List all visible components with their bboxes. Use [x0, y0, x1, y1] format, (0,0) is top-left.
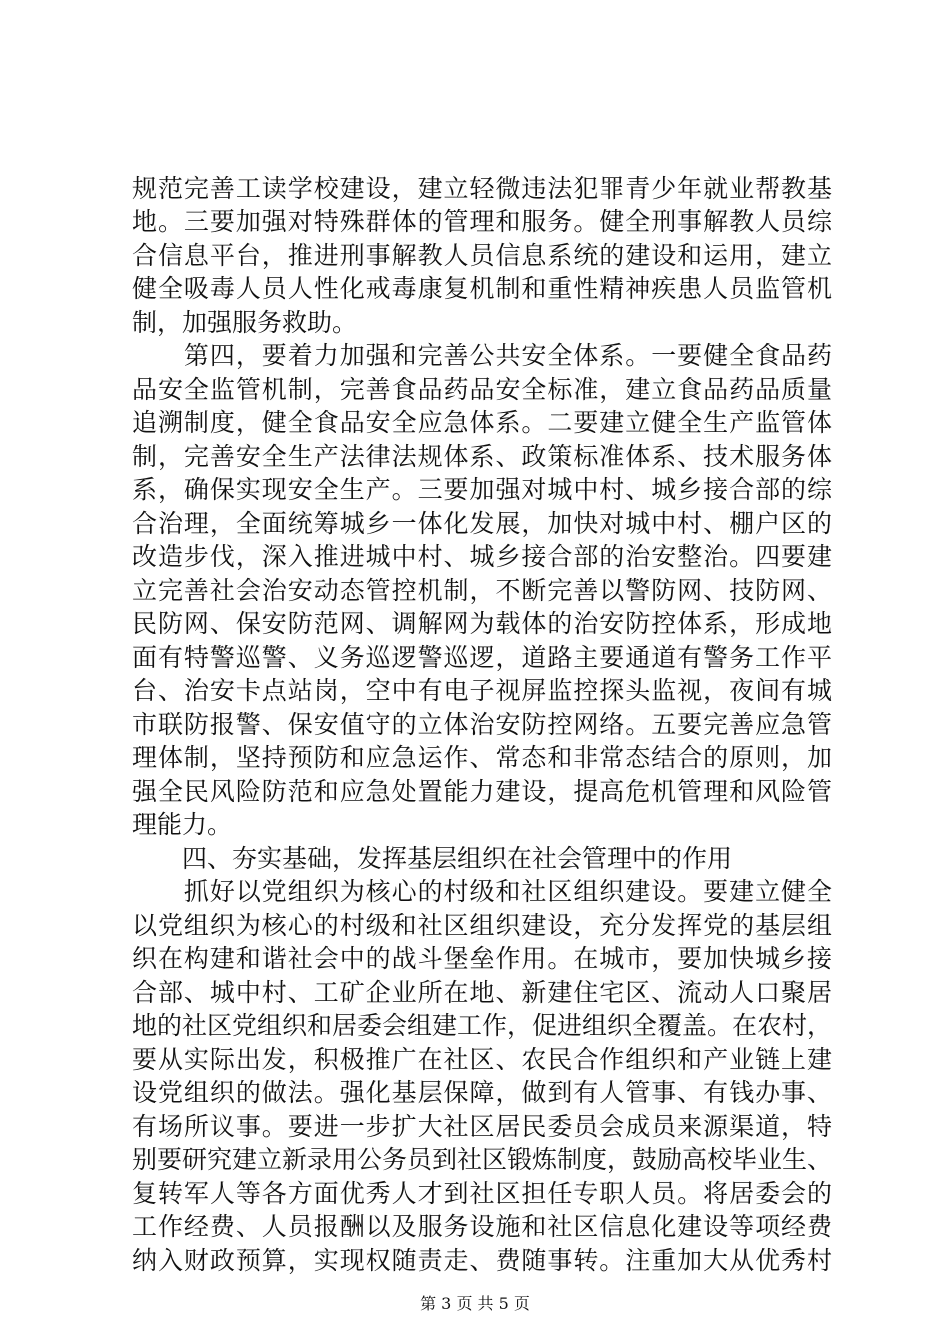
text-line: 民防网、保安防范网、调解网为载体的治安防控体系，形成地: [132, 609, 832, 638]
text-line: 地的社区党组织和居委会组建工作，促进组织全覆盖。在农村，: [132, 1011, 833, 1040]
text-line: 以党组织为核心的村级和社区组织建设，充分发挥党的基层组: [132, 911, 832, 940]
section-heading: 四、夯实基础，发挥基层组织在社会管理中的作用: [132, 844, 733, 873]
text-line: 合部、城中村、工矿企业所在地、新建住宅区、流动人口聚居: [132, 978, 832, 1007]
text-line: 制，完善安全生产法律法规体系、政策标准体系、技术服务体: [132, 442, 832, 471]
text-line: 纳入财政预算，实现权随责走、费随事转。注重加大从优秀村: [132, 1246, 832, 1275]
text-line: 抓好以党组织为核心的村级和社区组织建设。要建立健全: [132, 877, 832, 906]
text-line: 规范完善工读学校建设，建立轻微违法犯罪青少年就业帮教基: [132, 174, 832, 203]
text-line: 立完善社会治安动态管控机制，不断完善以警防网、技防网、: [132, 576, 832, 605]
text-line: 地。三要加强对特殊群体的管理和服务。健全刑事解教人员综: [132, 207, 832, 236]
text-line: 复转军人等各方面优秀人才到社区担任专职人员。将居委会的: [132, 1179, 832, 1208]
text-line: 市联防报警、保安值守的立体治安防控网络。五要完善应急管: [132, 710, 832, 739]
text-line: 台、治安卡点站岗，空中有电子视屏监控探头监视，夜间有城: [132, 676, 832, 705]
text-line: 设党组织的做法。强化基层保障，做到有人管事、有钱办事、: [132, 1078, 832, 1107]
text-line: 别要研究建立新录用公务员到社区锻炼制度，鼓励高校毕业生、: [132, 1145, 833, 1174]
text-line: 改造步伐，深入推进城中村、城乡接合部的治安整治。四要建: [132, 542, 832, 571]
text-line: 要从实际出发，积极推广在社区、农民合作组织和产业链上建: [132, 1045, 832, 1074]
text-line: 品安全监管机制，完善食品药品安全标准，建立食品药品质量: [132, 375, 832, 404]
text-line: 系，确保实现安全生产。三要加强对城中村、城乡接合部的综: [132, 475, 832, 504]
text-line: 织在构建和谐社会中的战斗堡垒作用。在城市，要加快城乡接: [132, 944, 832, 973]
text-line: 健全吸毒人员人性化戒毒康复机制和重性精神疾患人员监管机: [132, 274, 832, 303]
text-line: 工作经费、人员报酬以及服务设施和社区信息化建设等项经费: [132, 1212, 832, 1241]
text-line: 制，加强服务救助。: [132, 308, 358, 337]
text-line: 第四，要着力加强和完善公共安全体系。一要健全食品药: [132, 341, 832, 370]
text-line: 面有特警巡警、义务巡逻警巡逻，道路主要通道有警务工作平: [132, 643, 832, 672]
text-line: 强全民风险防范和应急处置能力建设，提高危机管理和风险管: [132, 777, 832, 806]
text-line: 理能力。: [132, 810, 233, 839]
page-number-footer: 第 3 页 共 5 页: [420, 1294, 530, 1313]
text-line: 合信息平台，推进刑事解教人员信息系统的建设和运用，建立: [132, 241, 832, 270]
text-line: 理体制，坚持预防和应急运作、常态和非常态结合的原则，加: [132, 743, 832, 772]
text-line: 合治理，全面统筹城乡一体化发展，加快对城中村、棚户区的: [132, 509, 832, 538]
text-line: 追溯制度，健全食品安全应急体系。二要建立健全生产监管体: [132, 408, 832, 437]
text-line: 有场所议事。要进一步扩大社区居民委员会成员来源渠道，特: [132, 1112, 832, 1141]
